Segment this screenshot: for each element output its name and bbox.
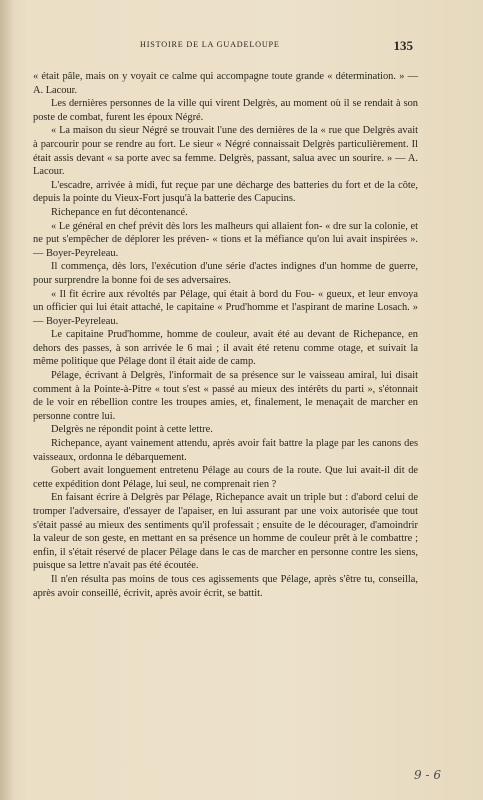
paragraph: Il n'en résulta pas moins de tous ces agissements que Pélage, après s'être tu, conseilla, après avoir conseillé, écrivit, après avoir écrit, se battit. (33, 573, 418, 599)
paragraph: En faisant écrire à Delgrès par Pélage, Richepance avait un triple but : d'abord celui de tromper l'adversaire, d'essayer de l'apaiser, en lui assurant par une voix autorisée que tout s'était passé au mieux des sentiments qu'il professait ; ensuite de le décourager, d'amoindrir la valeur de son geste, en mettant en sa présence un homme de couleur prêt à le combattre ; enfin, il s'était réservé de placer Pélage dans le cas de marcher en personne contre les siens, puisque sa lettre n'avait pas été écoutée. (33, 492, 418, 572)
paragraph: Le capitaine Prud'homme, homme de couleur, avait été au devant de Richepance, en dehors des passes, à son arrivée le 6 mai ; il avait été retenu comme otage, et suivait la même politique que Pélage dont il était aide de camp. (33, 329, 418, 368)
paragraph: Richepance en fut décontenancé. (51, 206, 188, 218)
paragraph: Gobert avait longuement entretenu Pélage au cours de la route. Que lui avait-il dit de cette expédition dont Pélage, lui seul, ne comprenait rien ? (33, 465, 418, 490)
paragraph: Il commença, dès lors, l'exécution d'une série d'actes indignes d'un homme de guerre, pour surprendre la bonne foi de ses adversaires. (33, 261, 418, 286)
running-title: HISTOIRE DE LA GUADELOUPE (140, 40, 280, 49)
paragraph: L'escadre, arrivée à midi, fut reçue par une décharge des batteries du fort et de la côte, depuis la pointe du Vieux-Fort jusqu'à la batterie des Capucins. (33, 179, 418, 205)
body-text (33, 70, 418, 600)
paragraph: « La maison du sieur Négré se trouvait l'une des dernières de la « rue que Delgrès avait à parcourir pour se rendre au fort. Le sieur « Négré connaissait Delgrès particulièrement. Il était assis devant « sa porte avec sa femme. Delgrès, passant, salua avec un sourire. » — A. Lacour. (33, 125, 418, 178)
paragraph: Les dernières personnes de la ville qui virent Delgrès, au moment où il se rendait à son poste de combat, furent les époux Négré. (33, 98, 418, 123)
paragraph: Pélage, écrivant à Delgrès, l'informait de sa présence sur le vaisseau amiral, lui disait comment à la Pointe-à-Pitre « tout s'est « passé au mieux des intérêts du parti », s'étonnait de le voir en rébellion contre les troupes amies, et, finalement, le menaçait de marcher en personne contre lui. (33, 370, 418, 422)
handwritten-mark: 9 - 6 (414, 768, 441, 782)
page-gutter-shadow (0, 0, 14, 800)
paragraph: « Le général en chef prévit dès lors les malheurs qui allaient fon- « dre sur la colonie, et ne put s'empêcher de déplorer les préven- « tions et la méfiance qu'on lui avait inspirées ». — Boyer-Peyreleau. (33, 220, 418, 259)
paragraph: « Il fit écrire aux révoltés par Pélage, qui était à bord du Fou- « gueux, et leur envoya un officier qui lui était attaché, le capitaine « Prud'homme et l'aspirant de marine Losach. » — Boyer-Peyreleau. (33, 288, 418, 327)
paragraph: Delgrès ne répondit point à cette lettre. (51, 424, 213, 436)
page-number: 135 (393, 38, 413, 53)
paragraph: Richepance, ayant vainement attendu, après avoir fait battre la plage par les canons des vaisseaux, ordonna le débarquement. (33, 438, 418, 463)
paragraph: « était pâle, mais on y voyait ce calme qui accompagne toute grande « détermination. » — A. Lacour. (33, 71, 418, 96)
